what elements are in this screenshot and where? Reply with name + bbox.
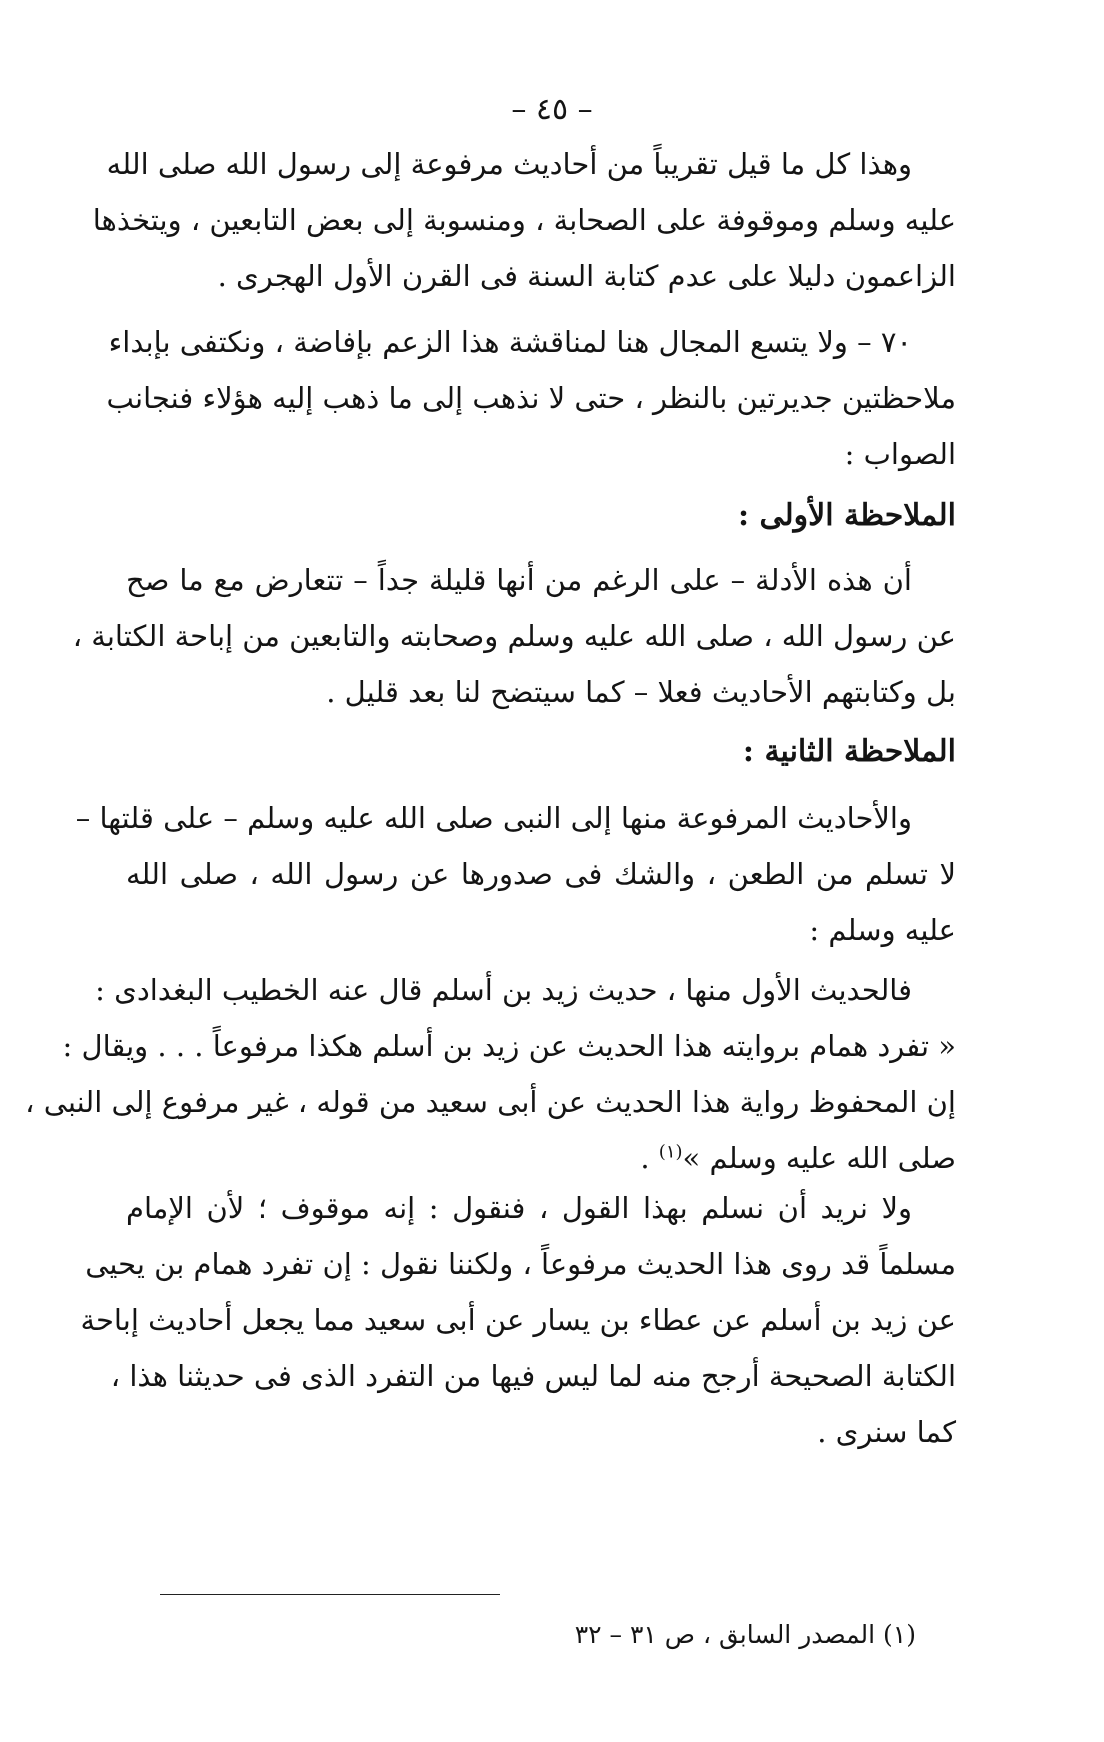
paragraph-3 <box>72 552 956 720</box>
paragraph-line-with-footnote <box>126 1130 956 1186</box>
page-number: – ٤٥ – <box>511 92 593 127</box>
paragraph-1 <box>92 136 956 304</box>
quote-end-text: صلى الله عليه وسلم » <box>682 1141 956 1175</box>
paragraph-line: إن المحفوظ رواية هذا الحديث عن أبى سعيد من قوله ، غير مرفوع إلى النبى ، <box>25 1085 956 1119</box>
footnote-reference: (١) <box>658 1141 683 1163</box>
section-heading-first-note: الملاحظة الأولى : <box>738 498 956 533</box>
paragraph-line: كما سنرى . <box>817 1415 956 1449</box>
paragraph-5 <box>25 962 956 1186</box>
paragraph-line: « تفرد همام بروايته هذا الحديث عن زيد بن أسلم هكذا مرفوعاً . . . ويقال : <box>62 1029 956 1063</box>
paragraph-line: مسلماً قد روى هذا الحديث مرفوعاً ، ولكننا نقول : إن تفرد همام بن يحيى <box>85 1247 956 1281</box>
paragraph-line: بل وكتابتهم الأحاديث فعلا – كما سيتضح لنا بعد قليل . <box>326 675 956 709</box>
paragraph-line: ملاحظتين جديرتين بالنظر ، حتى لا نذهب إلى ما ذهب إليه هؤلاء فنجانب <box>106 381 956 415</box>
paragraph-line: ولا نريد أن نسلم بهذا القول ، فنقول : إنه موقوف ؛ لأن الإمام <box>126 1191 912 1225</box>
paragraph-line: وهذا كل ما قيل تقريباً من أحاديث مرفوعة إلى رسول الله صلى الله <box>106 147 912 181</box>
paragraph-line: عليه وسلم : <box>809 913 956 947</box>
paragraph-line: عليه وسلم وموقوفة على الصحابة ، ومنسوبة إلى بعض التابعين ، ويتخذها <box>92 203 956 237</box>
paragraph-line: الكتابة الصحيحة أرجح منه لما ليس فيها من التفرد الذى فى حديثنا هذا ، <box>110 1359 956 1393</box>
paragraph-2 <box>106 314 956 482</box>
footnote-separator <box>160 1594 500 1595</box>
paragraph-line: عن رسول الله ، صلى الله عليه وسلم وصحابته والتابعين من إباحة الكتابة ، <box>72 619 956 653</box>
paragraph-line: ٧٠ – ولا يتسع المجال هنا لمناقشة هذا الزعم بإفاضة ، ونكتفى بإبداء <box>108 325 912 359</box>
sentence-end: . <box>640 1141 659 1175</box>
paragraph-line: لا تسلم من الطعن ، والشك فى صدورها عن رسول الله ، صلى الله <box>126 857 956 891</box>
paragraph-line: فالحديث الأول منها ، حديث زيد بن أسلم قال عنه الخطيب البغدادى : <box>95 973 912 1007</box>
footnote: (١) المصدر السابق ، ص ٣١ – ٣٢ <box>574 1620 916 1649</box>
paragraph-6 <box>80 1180 956 1460</box>
paragraph-line: عن زيد بن أسلم عن عطاء بن يسار عن أبى سعيد مما يجعل أحاديث إباحة <box>80 1303 956 1337</box>
paragraph-line: الصواب : <box>844 437 956 471</box>
section-heading-second-note: الملاحظة الثانية : <box>742 734 956 769</box>
paragraph-4 <box>75 790 956 958</box>
paragraph-line: والأحاديث المرفوعة منها إلى النبى صلى الله عليه وسلم – على قلتها – <box>75 801 912 835</box>
paragraph-line: أن هذه الأدلة – على الرغم من أنها قليلة جداً – تتعارض مع ما صح <box>126 563 912 597</box>
paragraph-line: الزاعمون دليلا على عدم كتابة السنة فى القرن الأول الهجرى . <box>217 259 956 293</box>
